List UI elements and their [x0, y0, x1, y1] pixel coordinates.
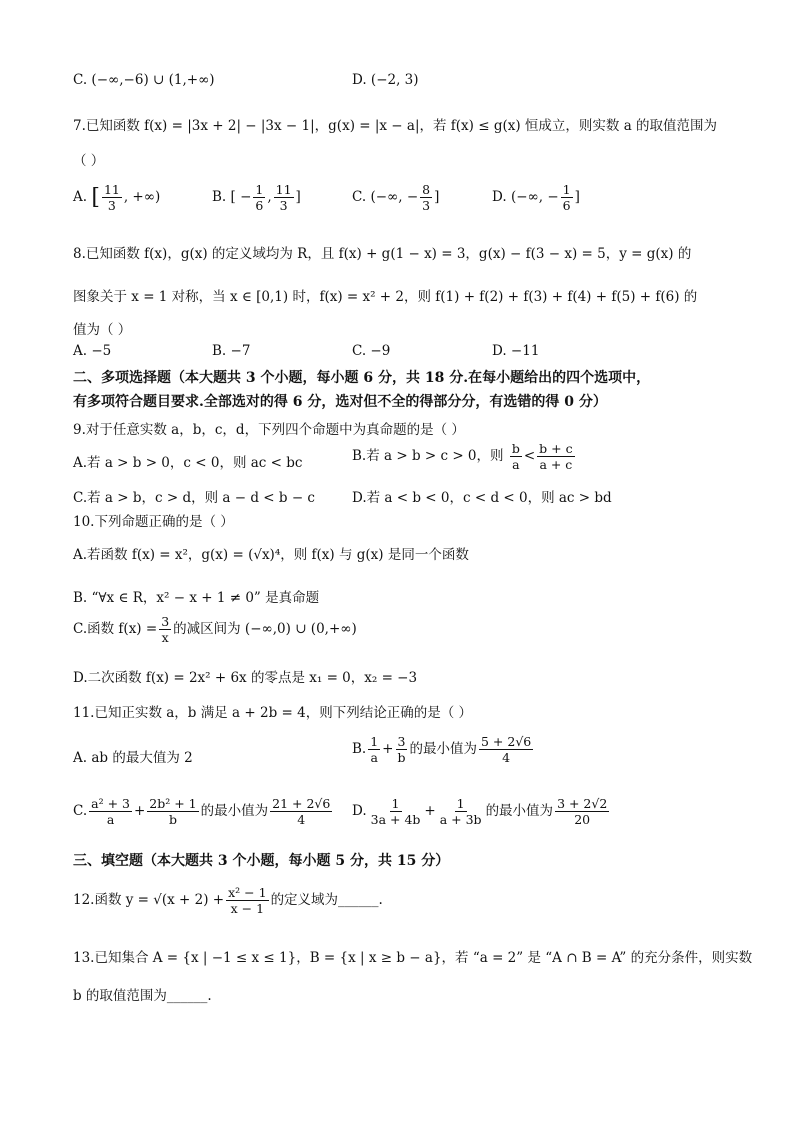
q6-option-c: C. (−∞,−6) ∪ (1,+∞): [73, 72, 215, 88]
q7-option-d: D. (−∞, − $\frac{1}{6}$ ]: [492, 182, 580, 213]
q8-line-3: 值为（ ）: [73, 322, 132, 338]
q8-option-b: B. −7: [212, 343, 251, 359]
q7-stem: 7.已知函数 f(x) = |3x + 2| − |3x − 1|，g(x) = |x − a|，若 f(x) ≤ g(x) 恒成立，则实数 a 的取值范围为: [73, 118, 718, 134]
q9-option-b: B.若 a > b > c > 0，则 $\frac{b}{a}$ < $\frac{b + c}{a + c}$: [352, 441, 573, 472]
q11-option-c: C. $\frac{\text{a² + 3}}{a}$ + $\frac{\text{2b² + 1}}{b}$ 的最小值为 $\frac{21 + 2√6}{4}$: [73, 796, 331, 827]
section-2-heading-line-1: 二、多项选择题（本大题共 3 个小题，每小题 6 分，共 18 分.在每小题给出的四个选项中，: [73, 370, 651, 386]
section-2-heading-line-2: 有多项符合题目要求.全部选对的得 6 分，选对但不全的得部分分，有选错的得 0 分）: [73, 394, 607, 410]
q7-option-c: C. (−∞, − $\frac{8}{3}$ ]: [352, 182, 440, 213]
q12-question: 12.函数 y = √(x + 2) + $\frac{\text{x² − 1}}{x - 1}$ 的定义域为______.: [73, 885, 383, 916]
q10-option-d: D.二次函数 f(x) = 2x² + 6x 的零点是 x₁ = 0，x₂ = −3: [73, 670, 418, 686]
q13-line-1: 13.已知集合 A = {x | −1 ≤ x ≤ 1}，B = {x | x ≥ b − a}，若 “a = 2” 是 “A ∩ B = A” 的充分条件，则实数: [73, 950, 753, 966]
q10-option-c: C.函数 f(x) = $\frac{3}{x}$ 的减区间为 (−∞,0) ∪ (0,+∞): [73, 614, 357, 645]
q9-option-c: C.若 a > b，c > d，则 a − d < b − c: [73, 490, 315, 506]
q8-option-c: C. −9: [352, 343, 391, 359]
q9-option-a: A.若 a > b > 0，c < 0，则 ac < bc: [73, 455, 303, 471]
q11-option-a: A. ab 的最大值为 2: [73, 750, 193, 766]
q8-line-1: 8.已知函数 f(x)，g(x) 的定义域均为 R，且 f(x) + g(1 − x) = 3，g(x) − f(3 − x) = 5，y = g(x) 的: [73, 246, 692, 262]
q8-option-d: D. −11: [492, 343, 540, 359]
q11-option-d: D. $\frac{1}{3a + 4b}$ + $\frac{1}{a + 3b}$ 的最小值为 $\frac{3 + 2√2}{20}$: [352, 796, 608, 827]
section-3-heading: 三、填空题（本大题共 3 个小题，每小题 5 分，共 15 分）: [73, 853, 450, 869]
q10-stem: 10.下列命题正确的是（ ）: [73, 514, 234, 530]
q8-option-a: A. −5: [73, 343, 112, 359]
q7-paren: （ ）: [73, 153, 105, 169]
q11-stem: 11.已知正实数 a，b 满足 a + 2b = 4，则下列结论正确的是（ ）: [73, 705, 472, 721]
q11-option-b: B. $\frac{1}{a}$ + $\frac{3}{b}$ 的最小值为 $\frac{5 + 2√6}{4}$: [352, 734, 532, 765]
q6-option-d: D. (−2, 3): [352, 72, 419, 88]
q13-line-2: b 的取值范围为______.: [73, 988, 212, 1004]
q9-option-d: D.若 a < b < 0，c < d < 0，则 ac > bd: [352, 490, 612, 506]
q10-option-b: B. “∀x ∈ R，x² − x + 1 ≠ 0” 是真命题: [73, 590, 320, 606]
q7-option-a: A. [ $\frac{11}{3}$ , +∞): [73, 182, 161, 213]
q9-stem: 9.对于任意实数 a，b，c，d，下列四个命题中为真命题的是（ ）: [73, 422, 465, 438]
q10-option-a: A.若函数 f(x) = x²，g(x) = (√x)⁴，则 f(x) 与 g(x) 是同一个函数: [73, 547, 469, 563]
q7-option-b: B. [ − $\frac{1}{6}$ , $\frac{11}{3}$ ]: [212, 182, 301, 213]
q8-line-2: 图象关于 x = 1 对称，当 x ∈ [0,1) 时，f(x) = x² + 2，则 f(1) + f(2) + f(3) + f(4) + f(5) + f(6) 的: [73, 289, 698, 305]
